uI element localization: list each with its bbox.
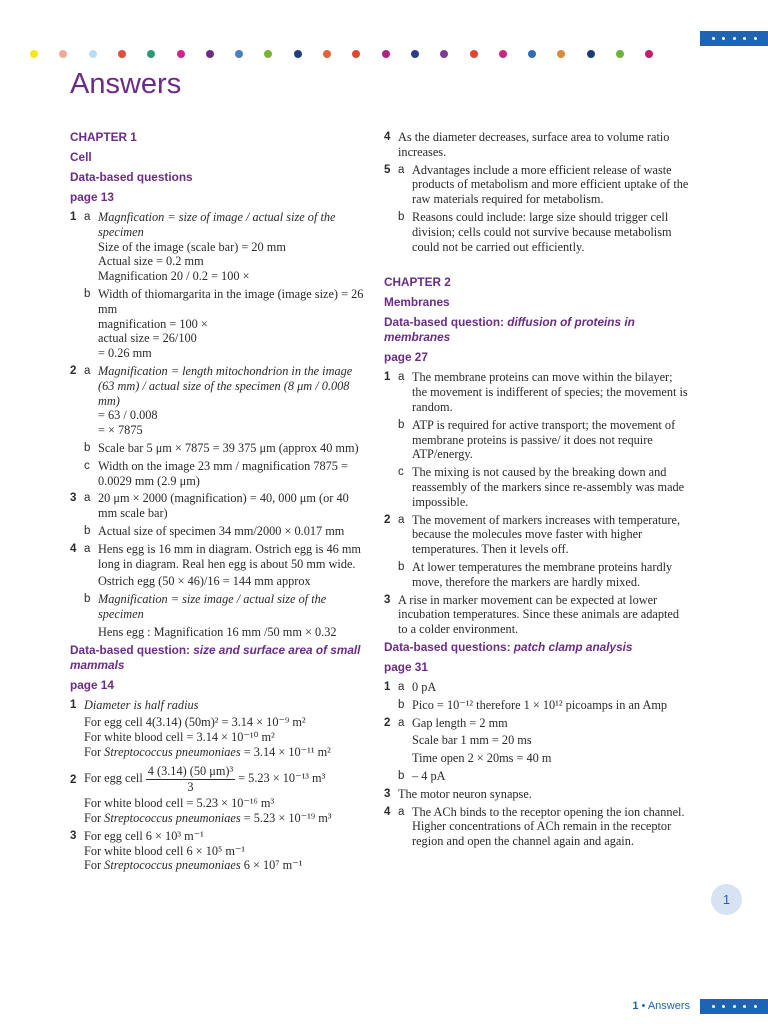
answer-c2-p31-2a: 2 a Gap length = 2 mm Scale bar 1 mm = 20 ms Time open 2 × 20ms = 40 m [384,715,552,766]
left-column [70,130,370,876]
color-dot [89,50,97,58]
answer-c2-p31-1a: 1 a 0 pA [384,679,437,694]
color-dot [411,50,419,58]
answer-2b: b Scale bar 5 μm × 7875 = 39 375 μm (approx 40 mm) [84,440,359,455]
answer-c2-p31-2b: b – 4 pA [398,768,446,783]
color-dot [59,50,67,58]
answer-c2-1a: 1 a The membrane proteins can move within the bilayer; the movement is indifferent of species; the movement is random. [384,370,688,414]
color-dot [147,50,155,58]
section-heading-2: Data-based question: size and surface area of small mammals [70,642,361,672]
page-ref: page 13 [70,190,114,204]
page-title: Answers [70,68,182,100]
section-heading: Data-based questions [70,170,193,184]
answer-c2-1c: c The mixing is not caused by the breaking down and reassembly of the markers since re-assembly was made impossible. [398,465,685,509]
chapter-name-2: Membranes [384,295,450,310]
answer-p14-3: 3 For egg cell 6 × 10³ m⁻¹ For white blood cell 6 × 10⁵ m⁻¹ For Streptococcus pneumoniaes 6 × 10⁷ m⁻¹ [70,828,303,873]
chapter-heading-2: CHAPTER 2 [384,275,451,290]
color-dot [206,50,214,58]
answer-c2-p31-3: 3 The motor neuron synapse. [384,786,532,801]
color-dot [616,50,624,58]
answer-p14-1: 1 Diameter is half radius For egg cell 4(3.14) (50m)² = 3.14 × 10⁻⁹ m² For white blood cell = 3.14 × 10⁻¹⁰ m² For Streptococcus pneumoniaes = 3.14 × 10⁻¹¹ m² [70,697,331,759]
answer-4b: b Magnification = size image / actual size of the specimen Hens egg : Magnification 16 mm /50 mm × 0.32 [84,592,337,639]
answer-1a: 1 a Magnfication = size of image / actual size of the specimen Size of the image (scale bar) = 20 mm Actual size = 0.2 mm Magnification 20 / 0.2 = 100 × [70,210,336,284]
fraction: $\frac{\text{4 (3.14) (50 μm)³}}{3}$ [147,763,234,794]
color-dot [587,50,595,58]
page-ref-2: page 14 [70,677,114,692]
chapter-heading: CHAPTER 1 [70,130,137,144]
right-column [384,130,689,852]
color-dot [118,50,126,58]
answer-c1-5b: b Reasons could include: large size should trigger cell division; cells could not survive because metabolism could not be carried out efficiently. [398,209,672,254]
answer-3a: 3 a 20 μm × 2000 (magnification) = 40, 000 μm (or 40 mm scale bar) [70,491,349,521]
page-number-badge: 1 [711,884,742,915]
chapter-name: Cell [70,150,92,164]
answer-c1-4: 4 As the diameter decreases, surface area to volume ratio increases. [384,130,670,159]
answer-2a: 2 a Magnification = length mitochondrion in the image (63 mm) / actual size of the specimen (8 μm / 0.008 mm) = 63 / 0.008 = × 7875 [70,363,353,438]
header-tab [700,31,768,46]
color-dot [352,50,360,58]
answer-c1-5a: 5 a Advantages include a more efficient release of waste products of metabolism and more efficient uptake of the raw materials required for metabolism. [384,162,689,207]
color-dot [470,50,478,58]
color-dot [235,50,243,58]
color-dot [323,50,331,58]
answer-1b: b Width of thiomargarita in the image (image size) = 26 mm magnification = 100 × actual size = 26/100 = 0.26 mm [84,286,364,361]
answer-c2-1b: b ATP is required for active transport; the movement of membrane proteins is passive/ it does not require ATP/energy. [398,417,676,462]
color-dot [294,50,302,58]
answer-2c: c Width on the image 23 mm / magnification 7875 = 0.0029 mm (2.9 μm) [84,458,348,488]
answer-c2-3: 3 A rise in marker movement can be expected at lower incubation temperatures. Since these animals are adapted to a colder environment. [384,592,680,637]
answer-c2-2a: 2 a The movement of markers increases with temperature, because the molecules move faster with higher temperatures. Then it levels off. [384,512,681,557]
answer-3b: b Actual size of specimen 34 mm/2000 × 0.017 mm [84,523,345,538]
footer-label: 1 • Answers [632,1000,690,1012]
color-dot [264,50,272,58]
color-dot [528,50,536,58]
section-heading-4: Data-based questions: patch clamp analysis [384,639,633,654]
page-ref-3: page 27 [384,350,428,365]
color-dot [382,50,390,58]
answer-4a: 4 a Hens egg is 16 mm in diagram. Ostrich egg is 46 mm long in diagram. Real hen egg is about 50 mm wide. Ostrich egg (50 × 46)/16 = 144 mm approx [70,541,361,589]
answer-c2-p31-4a: 4 a The ACh binds to the receptor opening the ion channel. Higher concentrations of ACh remain in the receptor region and open the channel again and again. [384,804,685,849]
color-dot [177,50,185,58]
color-dot [440,50,448,58]
answer-p14-2: 2 For egg cell $\frac{\text{4 (3.14) (50 μm)³}}{3}$ = 5.23 × 10⁻¹³ m³ For white blood cell = 5.23 × 10⁻¹⁶ m³ For Streptococcus pneumoniaes = 5.23 × 10⁻¹⁹ m³ [70,763,332,826]
answer-c2-2b: b At lower temperatures the membrane proteins hardly move, therefore the markers are hardly mixed. [398,559,673,589]
color-dot [499,50,507,58]
color-dot [645,50,653,58]
color-dot [30,50,38,58]
answer-c2-p31-1b: b Pico = 10⁻¹² therefore 1 × 10¹² picoamps in an Amp [398,697,668,712]
page-ref-4: page 31 [384,659,428,674]
footer-tab [700,999,768,1014]
color-dot [557,50,565,58]
section-heading-3: Data-based question: diffusion of proteins in membranes [384,315,635,345]
